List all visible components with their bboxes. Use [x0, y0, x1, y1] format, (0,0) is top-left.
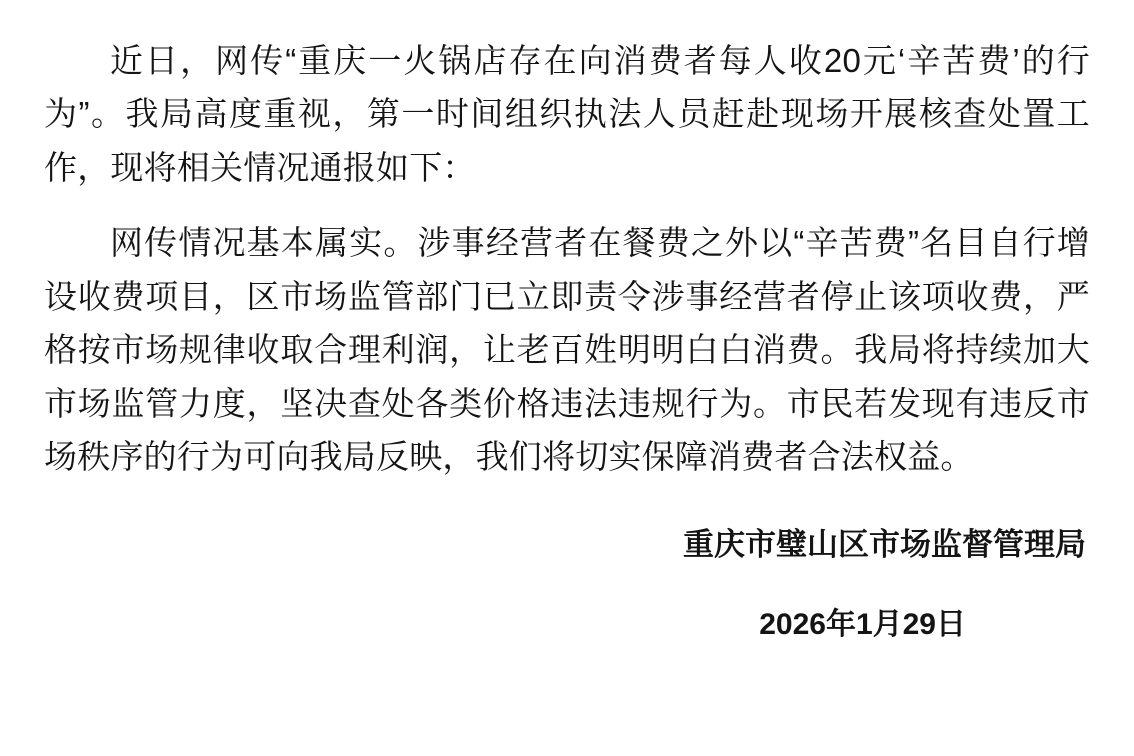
signature-block	[44, 522, 1090, 648]
paragraph-1: 近日，网传“重庆一火锅店存在向消费者每人收20元‘辛苦费’的行为”。我局高度重视，第一时间组织执法人员赶赴现场开展核查处置工作，现将相关情况通报如下：	[44, 42, 1090, 186]
document-body	[44, 34, 1090, 647]
issue-date: 2026年1月29日	[759, 608, 966, 642]
paragraph-2: 网传情况基本属实。涉事经营者在餐费之外以“辛苦费”名目自行增设收费项目，区市场监管部门已立即责令涉事经营者停止该项收费，严格按市场规律收取合理利润，让老百姓明明白白消费。我局将持续加大市场监管力度，坚决查处各类价格违法违规行为。市民若发现有违反市场秩序的行为可向我局反映，我们将切实保障消费者合法权益。	[44, 224, 1090, 476]
issuing-authority: 重庆市璧山区市场监督管理局	[683, 526, 1086, 562]
